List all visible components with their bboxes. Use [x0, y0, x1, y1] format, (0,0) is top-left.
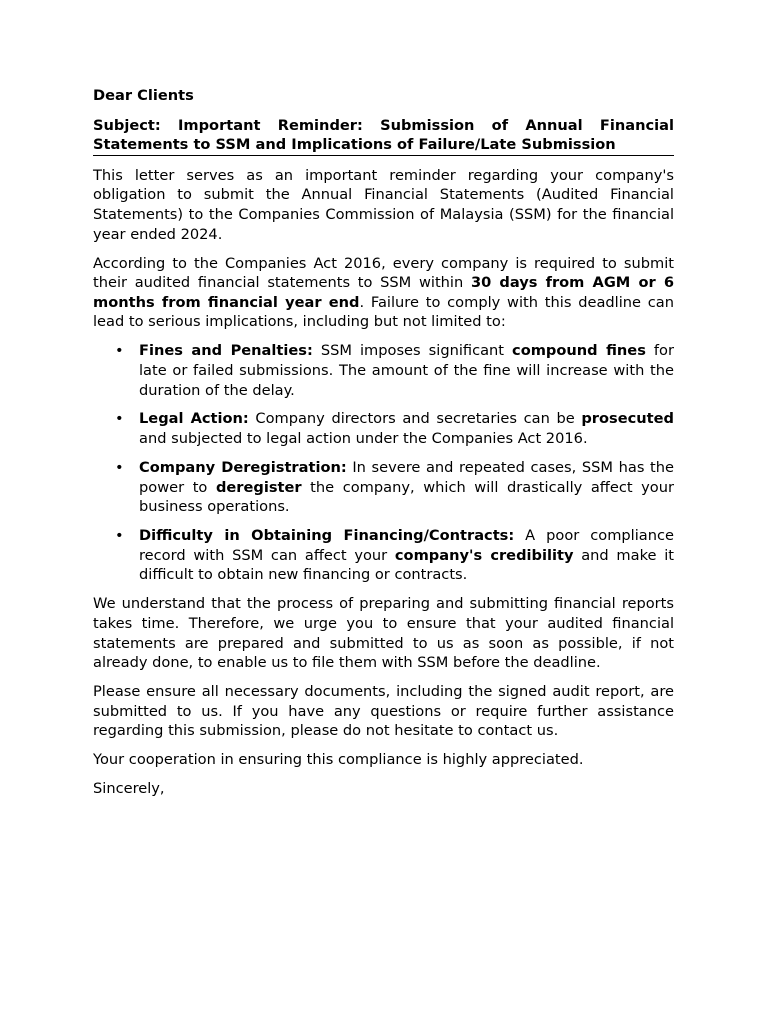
- list-item-financing: [139, 526, 674, 585]
- list-item-text: and make it difficult to obtain new financing or contracts.: [139, 546, 674, 584]
- requirement-text-1: According to the Companies Act 2016, every company is required to submit their audited financial statements to SSM within: [93, 254, 674, 292]
- intro-paragraph: This letter serves as an important reminder regarding your company's obligation to submit the Annual Financial Statements (Audited Financial Statements) to the Companies Commission of Malaysia (SSM) for the financial year ended 2024.: [93, 166, 674, 243]
- requirement-text-2: . Failure to comply with this deadline can lead to serious implications, including but not limited to:: [93, 293, 674, 331]
- list-item-text: for late or failed submissions. The amount of the fine will increase with the duration of the delay.: [139, 342, 674, 399]
- list-item-text: SSM imposes significant: [312, 342, 513, 360]
- documents-paragraph: Please ensure all necessary documents, including the signed audit report, are submitted to us. If you have any questions or require further assistance regarding this submission, please do not hesitate to contact us.: [93, 683, 674, 740]
- letter-page: [93, 86, 674, 808]
- list-item-text: the company, which will drastically affect your business operations.: [139, 478, 674, 516]
- requirement-paragraph: [93, 254, 674, 332]
- list-item-emphasis: company's credibility: [394, 546, 574, 564]
- list-item-title: Company Deregistration:: [139, 459, 347, 477]
- list-item-title: Fines and Penalties:: [139, 342, 313, 360]
- implications-list: [93, 341, 674, 585]
- list-item-fines: [139, 341, 674, 400]
- list-item-deregistration: [139, 458, 674, 517]
- list-item-emphasis: prosecuted: [581, 410, 674, 428]
- list-item-text: Company directors and secretaries can be: [248, 410, 582, 428]
- appreciation-paragraph: Your cooperation in ensuring this compliance is highly appreciated.: [93, 751, 584, 769]
- list-item-text: and subjected to legal action under the Companies Act 2016.: [139, 430, 588, 448]
- list-item-title: Legal Action:: [139, 410, 249, 428]
- closing: Sincerely,: [93, 780, 165, 798]
- urge-paragraph: We understand that the process of preparing and submitting financial reports takes time. Therefore, we urge you to ensure that your audited financial statements are prepared and submitted to us as soon as possible, if not already done, to enable us to file them with SSM before the deadline.: [93, 595, 674, 672]
- deadline-emphasis: 30 days from AGM or 6 months from financial year end: [93, 274, 674, 311]
- list-item-text: A poor compliance record with SSM can affect your: [139, 527, 674, 564]
- list-item-text: In severe and repeated cases, SSM has the power to: [139, 459, 674, 496]
- list-item-title: Difficulty in Obtaining Financing/Contracts:: [139, 527, 515, 545]
- list-item-emphasis: compound fines: [512, 342, 646, 360]
- greeting: Dear Clients: [93, 87, 194, 104]
- list-item-legal: [139, 409, 674, 448]
- subject-line: Subject: Important Reminder: Submission of Annual Financial Statements to SSM and Implications of Failure/Late Submission: [93, 116, 674, 156]
- list-item-emphasis: deregister: [215, 478, 302, 496]
